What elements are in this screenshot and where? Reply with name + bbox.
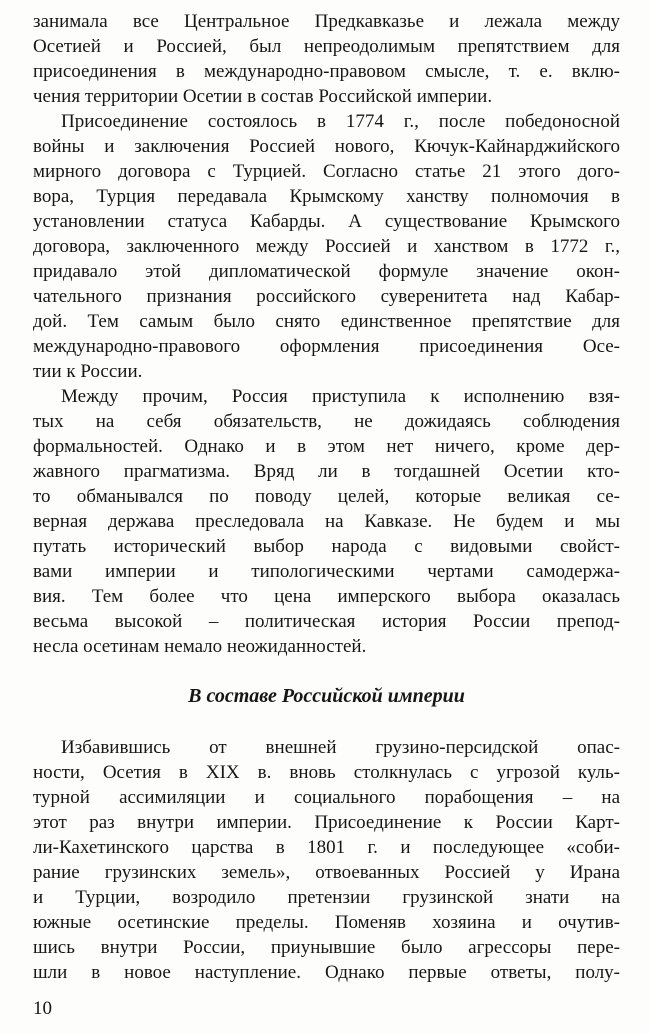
text-line: присоединения в международно-правовом смысле, т. е. вклю- [33, 61, 620, 82]
text-line: Осетией и Россией, был непреодолимым препятствием для [33, 36, 620, 57]
text-line: вия. Тем более что цена имперского выбора оказалась [33, 586, 620, 607]
text-line: южные осетинские пределы. Поменяв хозяина и очутив- [33, 912, 620, 933]
text-line: шли в новое наступление. Однако первые ответы, полу- [33, 962, 620, 983]
text-line: тии к России. [33, 361, 143, 382]
text-line: Между прочим, Россия приступила к исполнению взя- [61, 386, 620, 407]
paragraph-accession [33, 109, 620, 384]
text-line: жавного прагматизма. Вряд ли в тогдашней Осетии кто- [33, 461, 620, 482]
text-line: то обманывался по поводу целей, которые великая се- [33, 486, 620, 507]
text-line: вора, Турция передавала Крымскому ханству полномочия в [33, 186, 620, 207]
text-line: Избавившись от внешней грузино-персидской опас- [61, 737, 620, 758]
text-line: ности, Осетия в XIX в. вновь столкнулась с угрозой куль- [33, 762, 620, 783]
paragraph-empire [33, 735, 620, 985]
text-line: придавало этой дипломатической формуле значение окон- [33, 261, 620, 282]
text-line: верная держава преследовала на Кавказе. Не будем и мы [33, 511, 620, 532]
text-line: чения территории Осетии в состав Российской империи. [33, 86, 493, 107]
text-line: ли-Кахетинского царства в 1801 г. и последующее «соби- [33, 837, 620, 858]
text-line: этот раз внутри империи. Присоединение к России Карт- [33, 812, 620, 833]
text-line: международно-правового оформления присоединения Осе- [33, 336, 620, 357]
text-line: турной ассимиляции и социального порабощения – на [33, 787, 620, 808]
text-line: несла осетинам немало неожиданностей. [33, 636, 367, 657]
text-line: мирного договора с Турцией. Согласно статье 21 этого дого- [33, 161, 620, 182]
text-line: Присоединение состоялось в 1774 г., после победоносной [61, 111, 620, 132]
text-line: дой. Тем самым было снято единственное препятствие для [33, 311, 620, 332]
text-line: установлении статуса Кабарды. А существование Крымского [33, 211, 620, 232]
section-heading: В составе Российской империи [188, 685, 465, 707]
paragraph-continuation [33, 9, 620, 109]
paragraph-obligations [33, 384, 620, 659]
text-line: занимала все Центральное Предкавказье и лежала между [33, 11, 620, 32]
text-line: и Турции, возродило претензии грузинской знати на [33, 887, 620, 908]
text-line: договора, заключенного между Россией и ханством в 1772 г., [33, 236, 620, 257]
text-line: войны и заключения Россией нового, Кючук-Кайнарджийского [33, 136, 620, 157]
text-line: тых на себя обязательств, не дожидаясь соблюдения [33, 411, 620, 432]
text-line: шись внутри России, приунывшие было агрессоры пере- [33, 937, 620, 958]
text-line: формальностей. Однако и в этом нет ничего, кроме дер- [33, 436, 620, 457]
text-line: путать исторический выбор народа с видовыми свойст- [33, 536, 620, 557]
text-line: весьма высокой – политическая история России препод- [33, 611, 620, 632]
page-number: 10 [33, 998, 52, 1019]
text-line: чательного признания российского суверенитета над Кабар- [33, 286, 620, 307]
text-line: вами империи и типологическими чертами самодержа- [33, 561, 620, 582]
text-line: рание грузинских земель», отвоеванных Россией у Ирана [33, 862, 620, 883]
